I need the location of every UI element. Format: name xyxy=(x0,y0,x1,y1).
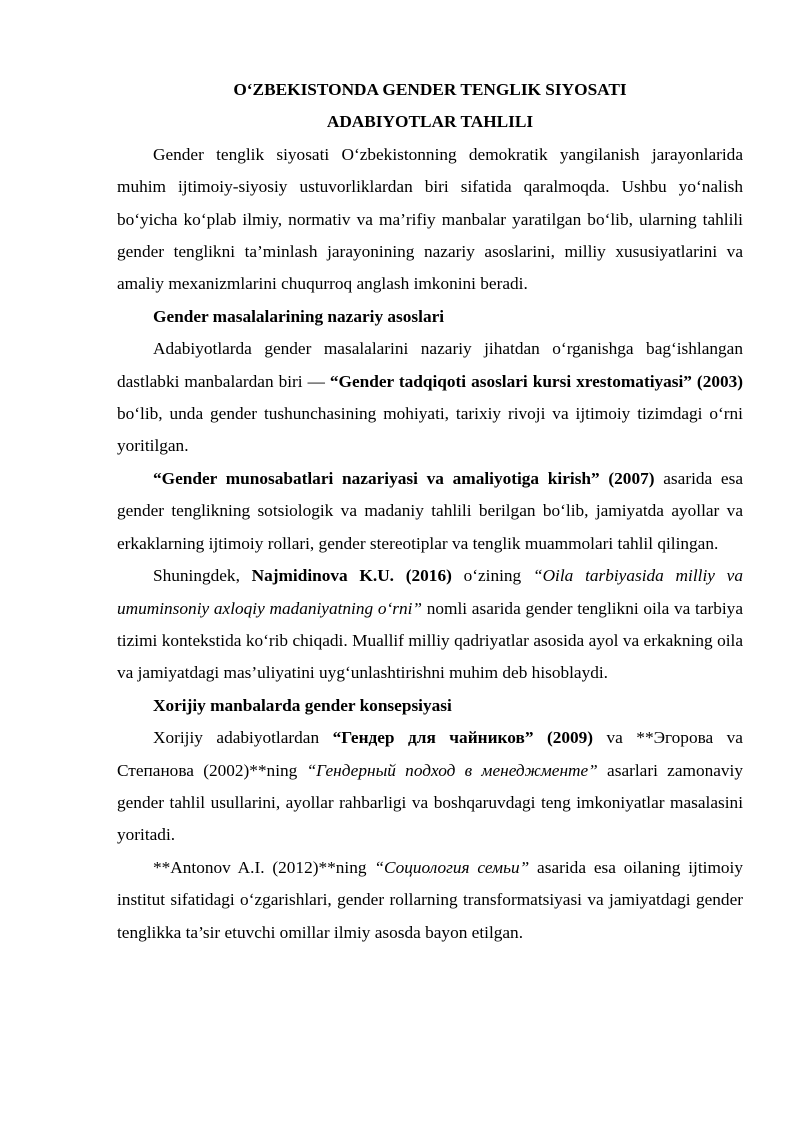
document-title-line-2: ADABIYOTLAR TAHLILI xyxy=(326,112,534,132)
paragraph-antonov xyxy=(117,852,743,949)
paragraph-gender-munosabatlari xyxy=(117,463,743,560)
bold-citation: Najmidinova K.U. (2016) xyxy=(251,566,452,586)
paragraph-foreign-sources xyxy=(117,722,743,852)
italic-book-title: “Социология семьи” xyxy=(374,857,530,877)
text-span: o‘zining xyxy=(451,566,533,586)
italic-book-title: “Oila tarbiyasida milliy va umuminsoniy axloqiy madaniyatning o‘rni” xyxy=(117,566,743,618)
text-span: asarlari zamonaviy gender tahlil usullarini, ayollar rahbarligi va boshqaruvdagi teng imkoniyatlar masalasini yoritadi. xyxy=(117,760,743,845)
paragraph-najmidinova xyxy=(117,560,743,690)
bold-citation: “Gender tadqiqoti asoslari kursi xrestomatiyasi” (2003) xyxy=(329,371,744,391)
text-span: Xorijiy adabiyotlardan xyxy=(153,728,333,748)
document-page xyxy=(117,74,743,949)
text-span: Adabiyotlarda gender masalalarini nazariy jihatdan o‘rganishga bag‘ishlangan dastlabki manbalardan biri — xyxy=(117,339,743,391)
paragraph-xrestomatiya xyxy=(117,333,743,463)
section-heading-theory: Gender masalalarining nazariy asoslari xyxy=(153,306,445,326)
text-span: asarida esa oilaning ijtimoiy institut sifatidagi o‘zgarishlari, gender rollarning transformatsiyasi va jamiyatdagi gender tenglikka ta’sir etuvchi omillar ilmiy asosda bayon etilgan. xyxy=(117,857,743,942)
text-span: bo‘lib, unda gender tushunchasining mohiyati, tarixiy rivoji va ijtimoiy tizimdagi o‘rni yoritilgan. xyxy=(117,404,743,456)
italic-book-title: “Гендерный подход в менеджменте” xyxy=(306,760,598,780)
bold-citation: “Gender munosabatlari nazariyasi va amaliyotiga kirish” (2007) xyxy=(153,468,655,488)
section-heading-foreign: Xorijiy manbalarda gender konsepsiyasi xyxy=(153,695,452,715)
document-title-line-1: O‘ZBEKISTONDA GENDER TENGLIK SIYOSATI xyxy=(233,80,627,99)
bold-citation: “Гендер для чайников” (2009) xyxy=(332,728,594,748)
intro-paragraph: Gender tenglik siyosati O‘zbekistonning demokratik yangilanish jarayonlarida muhim ijtimoiy-siyosiy ustuvorliklardan biri sifatida qaralmoqda. Ushbu yo‘nalish bo‘yicha ko‘plab ilmiy, normativ va ma’rifiy manbalar yaratilgan bo‘lib, ularning tahlili gender tenglikni ta’minlash jarayonining nazariy asoslarini, milliy xususiyatlarini va amaliy mexanizmlarini chuqurroq anglash imkonini beradi. xyxy=(117,144,743,294)
text-span: va **Эгорова va Степанова (2002)**ning xyxy=(117,728,743,780)
text-span: Shuningdek, xyxy=(153,566,252,586)
text-span: asarida esa gender tenglikning sotsiologik va madaniy tahlili berilgan bo‘lib, jamiyatda ayollar va erkaklarning ijtimoiy rollari, gender stereotiplar va tenglik muammolari tahlil qilingan. xyxy=(117,468,743,553)
text-span: **Antonov A.I. (2012)**ning xyxy=(153,857,375,877)
text-span: nomli asarida gender tenglikni oila va tarbiya tizimi kontekstida ko‘rib chiqadi. Muallif milliy qadriyatlar asosida ayol va erkakning oila va jamiyatdagi mas’uliyatini uyg‘unlashtirishni muhim deb hisoblaydi. xyxy=(117,598,743,683)
